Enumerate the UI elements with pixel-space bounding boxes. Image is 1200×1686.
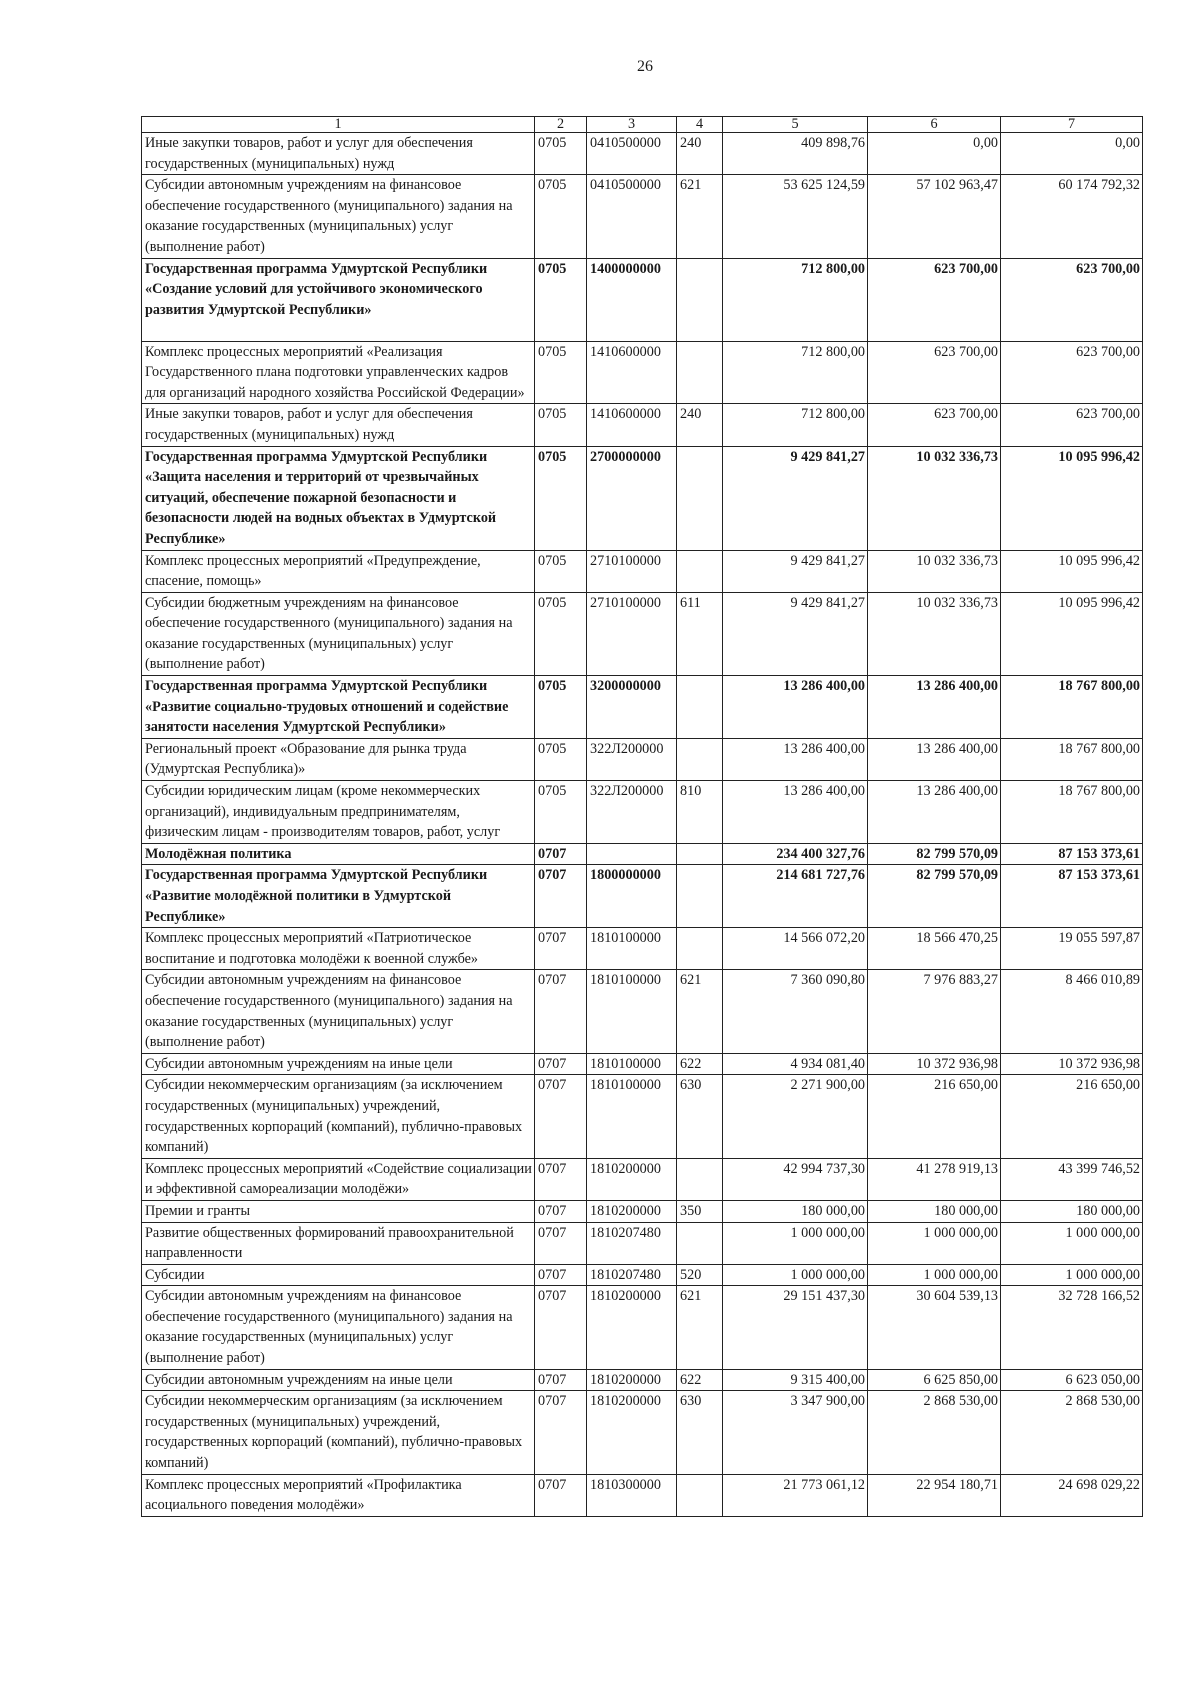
expense-name-cell: Субсидии автономным учреждениям на иные цели [142,1369,535,1391]
amount-2025-cell: 82 799 570,09 [868,843,1001,865]
amount-2025-cell: 13 286 400,00 [868,781,1001,844]
amount-2025-cell: 10 372 936,98 [868,1053,1001,1075]
amount-2024-cell: 712 800,00 [723,258,868,341]
expense-name-cell: Премии и гранты [142,1200,535,1222]
amount-2026-cell: 18 767 800,00 [1001,781,1143,844]
amount-2025-cell: 2 868 530,00 [868,1391,1001,1474]
section-code-cell: 0707 [535,865,587,928]
amount-2026-cell: 87 153 373,61 [1001,843,1143,865]
expense-name-cell: Субсидии автономным учреждениям на финансовое обеспечение государственного (муниципального) задания на оказание государственных (муниципальных) услуг (выполнение работ) [142,970,535,1053]
table-row [142,1222,1143,1264]
column-number-row [142,117,1143,133]
expense-name-cell: Субсидии [142,1264,535,1286]
amount-2026-cell: 1 000 000,00 [1001,1264,1143,1286]
expense-type-cell: 630 [677,1391,723,1474]
expense-type-cell: 630 [677,1075,723,1158]
amount-2024-cell: 409 898,76 [723,133,868,175]
amount-2026-cell: 32 728 166,52 [1001,1286,1143,1369]
target-code-cell: 2710100000 [587,592,677,675]
section-code-cell: 0705 [535,175,587,258]
expense-type-cell: 240 [677,404,723,446]
expense-name-cell: Субсидии автономным учреждениям на иные цели [142,1053,535,1075]
target-code-cell: 3200000000 [587,676,677,739]
target-code-cell: 1810200000 [587,1158,677,1200]
section-code-cell: 0705 [535,446,587,550]
section-code-cell: 0705 [535,341,587,404]
section-code-cell: 0705 [535,258,587,341]
amount-2026-cell: 623 700,00 [1001,404,1143,446]
table-row [142,1053,1143,1075]
expense-name-cell: Государственная программа Удмуртской Республики «Защита населения и территорий от чрезвычайных ситуаций, обеспечение пожарной безопасности и безопасности людей на водных объектах в Удмуртской Республике» [142,446,535,550]
table-row [142,1200,1143,1222]
table-row [142,970,1143,1053]
amount-2026-cell: 623 700,00 [1001,258,1143,341]
amount-2025-cell: 1 000 000,00 [868,1264,1001,1286]
table-row [142,404,1143,446]
section-code-cell: 0707 [535,1369,587,1391]
target-code-cell: 1810200000 [587,1391,677,1474]
amount-2026-cell: 10 095 996,42 [1001,446,1143,550]
amount-2026-cell: 8 466 010,89 [1001,970,1143,1053]
amount-2024-cell: 180 000,00 [723,1200,868,1222]
amount-2025-cell: 57 102 963,47 [868,175,1001,258]
expense-type-cell: 622 [677,1053,723,1075]
amount-2024-cell: 9 315 400,00 [723,1369,868,1391]
section-code-cell: 0705 [535,592,587,675]
amount-2025-cell: 10 032 336,73 [868,592,1001,675]
amount-2024-cell: 13 286 400,00 [723,781,868,844]
amount-2024-cell: 1 000 000,00 [723,1264,868,1286]
section-code-cell: 0705 [535,133,587,175]
table-row [142,133,1143,175]
amount-2024-cell: 712 800,00 [723,341,868,404]
amount-2025-cell: 13 286 400,00 [868,676,1001,739]
amount-2024-cell: 42 994 737,30 [723,1158,868,1200]
section-code-cell: 0707 [535,1391,587,1474]
target-code-cell: 1810100000 [587,1053,677,1075]
amount-2024-cell: 2 271 900,00 [723,1075,868,1158]
amount-2026-cell: 24 698 029,22 [1001,1474,1143,1516]
amount-2025-cell: 1 000 000,00 [868,1222,1001,1264]
amount-2024-cell: 13 286 400,00 [723,738,868,780]
table-row [142,1075,1143,1158]
section-code-cell: 0707 [535,1053,587,1075]
expense-type-cell: 621 [677,175,723,258]
amount-2024-cell: 234 400 327,76 [723,843,868,865]
expense-name-cell: Субсидии некоммерческим организациям (за исключением государственных (муниципальных) учреждений, государственных корпораций (компаний), публично-правовых компаний) [142,1075,535,1158]
target-code-cell: 2710100000 [587,550,677,592]
section-code-cell: 0707 [535,843,587,865]
table-row [142,175,1143,258]
target-code-cell: 1810100000 [587,1075,677,1158]
amount-2026-cell: 87 153 373,61 [1001,865,1143,928]
section-code-cell: 0707 [535,1474,587,1516]
expense-type-cell: 622 [677,1369,723,1391]
amount-2025-cell: 41 278 919,13 [868,1158,1001,1200]
expense-name-cell: Иные закупки товаров, работ и услуг для обеспечения государственных (муниципальных) нужд [142,404,535,446]
amount-2026-cell: 0,00 [1001,133,1143,175]
target-code-cell: 1810207480 [587,1264,677,1286]
amount-2026-cell: 2 868 530,00 [1001,1391,1143,1474]
expense-name-cell: Субсидии бюджетным учреждениям на финансовое обеспечение государственного (муниципального) задания на оказание государственных (муниципальных) услуг (выполнение работ) [142,592,535,675]
amount-2024-cell: 9 429 841,27 [723,446,868,550]
expense-name-cell: Субсидии юридическим лицам (кроме некоммерческих организаций), индивидуальным предпринимателям, физическим лицам - производителям товаров, работ, услуг [142,781,535,844]
section-code-cell: 0705 [535,781,587,844]
section-code-cell: 0707 [535,1286,587,1369]
amount-2026-cell: 19 055 597,87 [1001,928,1143,970]
amount-2025-cell: 7 976 883,27 [868,970,1001,1053]
amount-2026-cell: 623 700,00 [1001,341,1143,404]
section-code-cell: 0707 [535,1075,587,1158]
target-code-cell: 1410600000 [587,404,677,446]
expense-name-cell: Развитие общественных формирований правоохранительной направленности [142,1222,535,1264]
expense-type-cell [677,865,723,928]
target-code-cell: 1810200000 [587,1286,677,1369]
target-code-cell: 322Л200000 [587,738,677,780]
amount-2025-cell: 623 700,00 [868,341,1001,404]
amount-2025-cell: 22 954 180,71 [868,1474,1001,1516]
amount-2026-cell: 18 767 800,00 [1001,676,1143,739]
amount-2024-cell: 29 151 437,30 [723,1286,868,1369]
expense-type-cell: 611 [677,592,723,675]
table-row [142,865,1143,928]
target-code-cell: 1810200000 [587,1200,677,1222]
target-code-cell: 1810207480 [587,1222,677,1264]
table-row [142,592,1143,675]
table-row [142,1264,1143,1286]
section-code-cell: 0707 [535,1200,587,1222]
column-header: 3 [587,117,677,133]
expense-name-cell: Субсидии автономным учреждениям на финансовое обеспечение государственного (муниципального) задания на оказание государственных (муниципальных) услуг (выполнение работ) [142,175,535,258]
table-row [142,550,1143,592]
expense-type-cell: 240 [677,133,723,175]
section-code-cell: 0707 [535,1264,587,1286]
target-code-cell: 0410500000 [587,175,677,258]
section-code-cell: 0707 [535,1158,587,1200]
table-row [142,843,1143,865]
column-header: 5 [723,117,868,133]
amount-2026-cell: 18 767 800,00 [1001,738,1143,780]
amount-2026-cell: 1 000 000,00 [1001,1222,1143,1264]
target-code-cell: 0410500000 [587,133,677,175]
amount-2025-cell: 30 604 539,13 [868,1286,1001,1369]
expense-name-cell: Комплекс процессных мероприятий «Профилактика асоциального поведения молодёжи» [142,1474,535,1516]
amount-2024-cell: 9 429 841,27 [723,592,868,675]
amount-2025-cell: 6 625 850,00 [868,1369,1001,1391]
amount-2026-cell: 6 623 050,00 [1001,1369,1143,1391]
expense-type-cell [677,928,723,970]
expense-name-cell: Субсидии некоммерческим организациям (за исключением государственных (муниципальных) учреждений, государственных корпораций (компаний), публично-правовых компаний) [142,1391,535,1474]
table-row [142,738,1143,780]
amount-2025-cell: 0,00 [868,133,1001,175]
expense-type-cell: 810 [677,781,723,844]
amount-2025-cell: 18 566 470,25 [868,928,1001,970]
target-code-cell: 1810100000 [587,928,677,970]
amount-2024-cell: 21 773 061,12 [723,1474,868,1516]
expense-type-cell: 520 [677,1264,723,1286]
expense-type-cell [677,1158,723,1200]
amount-2024-cell: 53 625 124,59 [723,175,868,258]
table-row [142,781,1143,844]
expense-type-cell [677,738,723,780]
section-code-cell: 0707 [535,970,587,1053]
amount-2025-cell: 623 700,00 [868,258,1001,341]
expense-name-cell: Молодёжная политика [142,843,535,865]
target-code-cell [587,843,677,865]
amount-2026-cell: 10 095 996,42 [1001,550,1143,592]
page-number: 26 [637,58,653,75]
column-header: 1 [142,117,535,133]
amount-2026-cell: 216 650,00 [1001,1075,1143,1158]
expense-type-cell [677,676,723,739]
column-header: 4 [677,117,723,133]
amount-2025-cell: 13 286 400,00 [868,738,1001,780]
expense-name-cell: Иные закупки товаров, работ и услуг для обеспечения государственных (муниципальных) нужд [142,133,535,175]
amount-2025-cell: 82 799 570,09 [868,865,1001,928]
amount-2024-cell: 9 429 841,27 [723,550,868,592]
target-code-cell: 1400000000 [587,258,677,341]
target-code-cell: 2700000000 [587,446,677,550]
table-row [142,258,1143,341]
expense-type-cell [677,258,723,341]
amount-2025-cell: 623 700,00 [868,404,1001,446]
amount-2024-cell: 214 681 727,76 [723,865,868,928]
section-code-cell: 0705 [535,676,587,739]
column-header: 6 [868,117,1001,133]
amount-2026-cell: 180 000,00 [1001,1200,1143,1222]
target-code-cell: 1800000000 [587,865,677,928]
amount-2024-cell: 3 347 900,00 [723,1391,868,1474]
target-code-cell: 322Л200000 [587,781,677,844]
expense-name-cell: Комплекс процессных мероприятий «Содействие социализации и эффективной самореализации молодёжи» [142,1158,535,1200]
expense-type-cell: 350 [677,1200,723,1222]
table-row [142,1391,1143,1474]
amount-2024-cell: 13 286 400,00 [723,676,868,739]
table-row [142,1369,1143,1391]
expense-name-cell: Комплекс процессных мероприятий «Предупреждение, спасение, помощь» [142,550,535,592]
amount-2024-cell: 712 800,00 [723,404,868,446]
target-code-cell: 1810100000 [587,970,677,1053]
target-code-cell: 1810300000 [587,1474,677,1516]
table-row [142,928,1143,970]
expense-name-cell: Комплекс процессных мероприятий «Реализация Государственного плана подготовки управленческих кадров для организаций народного хозяйства Российской Федерации» [142,341,535,404]
expense-type-cell [677,550,723,592]
column-header: 7 [1001,117,1143,133]
table-row [142,446,1143,550]
amount-2025-cell: 10 032 336,73 [868,446,1001,550]
amount-2024-cell: 14 566 072,20 [723,928,868,970]
table-row [142,1474,1143,1516]
expense-type-cell [677,843,723,865]
expense-name-cell: Государственная программа Удмуртской Республики «Создание условий для устойчивого экономического развития Удмуртской Республики» [142,258,535,341]
amount-2026-cell: 43 399 746,52 [1001,1158,1143,1200]
expense-type-cell [677,1474,723,1516]
amount-2025-cell: 216 650,00 [868,1075,1001,1158]
budget-table [141,116,1143,1517]
table-row [142,1286,1143,1369]
expense-type-cell [677,446,723,550]
expense-name-cell: Субсидии автономным учреждениям на финансовое обеспечение государственного (муниципального) задания на оказание государственных (муниципальных) услуг (выполнение работ) [142,1286,535,1369]
expense-name-cell: Комплекс процессных мероприятий «Патриотическое воспитание и подготовка молодёжи к военной службе» [142,928,535,970]
amount-2024-cell: 1 000 000,00 [723,1222,868,1264]
expense-name-cell: Региональный проект «Образование для рынка труда (Удмуртская Республика)» [142,738,535,780]
amount-2026-cell: 10 095 996,42 [1001,592,1143,675]
amount-2026-cell: 60 174 792,32 [1001,175,1143,258]
expense-name-cell: Государственная программа Удмуртской Республики «Развитие социально-трудовых отношений и содействие занятости населения Удмуртской Республики» [142,676,535,739]
table-row [142,341,1143,404]
expense-type-cell [677,1222,723,1264]
expense-name-cell: Государственная программа Удмуртской Республики «Развитие молодёжной политики в Удмуртской Республике» [142,865,535,928]
target-code-cell: 1410600000 [587,341,677,404]
target-code-cell: 1810200000 [587,1369,677,1391]
table-row [142,1158,1143,1200]
table-row [142,676,1143,739]
expense-type-cell: 621 [677,1286,723,1369]
column-header: 2 [535,117,587,133]
section-code-cell: 0707 [535,1222,587,1264]
amount-2024-cell: 4 934 081,40 [723,1053,868,1075]
section-code-cell: 0705 [535,404,587,446]
amount-2025-cell: 180 000,00 [868,1200,1001,1222]
amount-2025-cell: 10 032 336,73 [868,550,1001,592]
section-code-cell: 0705 [535,550,587,592]
expense-type-cell: 621 [677,970,723,1053]
amount-2026-cell: 10 372 936,98 [1001,1053,1143,1075]
expense-type-cell [677,341,723,404]
amount-2024-cell: 7 360 090,80 [723,970,868,1053]
section-code-cell: 0705 [535,738,587,780]
section-code-cell: 0707 [535,928,587,970]
